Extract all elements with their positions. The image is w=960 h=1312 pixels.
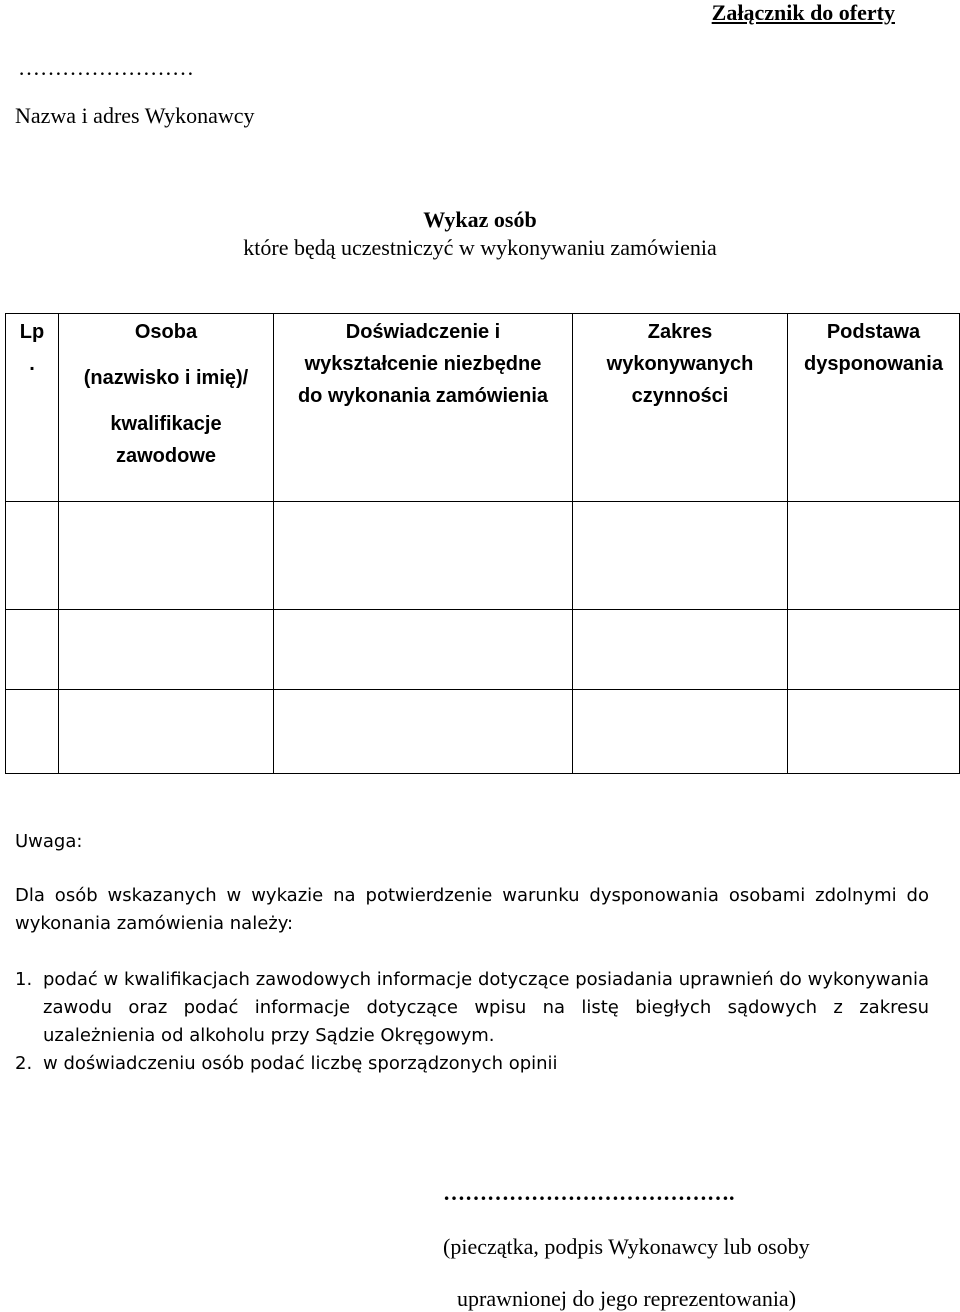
table-cell[interactable]	[274, 502, 573, 610]
list-item-number: 2.	[15, 1053, 33, 1074]
list-item-text: podać w kwalifikacjach zawodowych informacje dotyczące posiadania uprawnień do wykonywania zawodu oraz podać informacje dotyczące wpisu na listę biegłych sądowych z zakresu uzależnienia od alkoholu przy Sądzie Okręgowym.	[43, 969, 929, 1046]
header-osoba-line2: (nazwisko i imię)/	[83, 367, 249, 389]
table-row	[6, 610, 960, 690]
persons-table	[5, 313, 960, 774]
table-cell[interactable]	[59, 502, 274, 610]
header-osoba-line4: zawodowe	[115, 445, 216, 467]
contractor-name-label: Nazwa i adres Wykonawcy	[15, 103, 255, 128]
note-paragraph: Dla osób wskazanych w wykazie na potwierdzenie warunku dysponowania osobami zdolnymi do wykonania zamówienia należy:	[15, 885, 929, 934]
table-cell[interactable]	[573, 690, 788, 774]
table-cell[interactable]	[788, 502, 960, 610]
note-heading: Uwaga:	[15, 831, 83, 852]
annex-label: Załącznik do oferty	[711, 0, 895, 25]
header-doswiadczenie-line3: do wykonania zamówienia	[297, 385, 549, 407]
list-item-number: 1.	[15, 969, 33, 990]
table-cell[interactable]	[573, 502, 788, 610]
table-cell[interactable]	[6, 690, 59, 774]
signature-caption-line1: (pieczątka, podpis Wykonawcy lub osoby	[443, 1234, 810, 1259]
table-cell[interactable]	[573, 610, 788, 690]
header-lp-line2: .	[29, 353, 35, 375]
table-cell[interactable]	[6, 502, 59, 610]
header-zakres-line1: Zakres	[647, 321, 713, 343]
document-title: Wykaz osób	[423, 207, 537, 232]
document-subtitle: które będą uczestniczyć w wykonywaniu zamówienia	[243, 235, 717, 260]
header-podstawa-line1: Podstawa	[826, 321, 921, 343]
table-row	[6, 690, 960, 774]
signature-caption-line2: uprawnionej do jego reprezentowania)	[457, 1286, 797, 1311]
table-cell[interactable]	[274, 690, 573, 774]
table-header-row	[6, 314, 960, 502]
table-row	[6, 502, 960, 610]
table-cell[interactable]	[274, 610, 573, 690]
header-lp	[6, 314, 59, 502]
table-cell[interactable]	[6, 610, 59, 690]
header-podstawa	[788, 314, 960, 502]
header-osoba	[59, 314, 274, 502]
note-list	[15, 966, 929, 1078]
signature-dots: ………………………………….	[443, 1180, 735, 1205]
header-zakres	[573, 314, 788, 502]
header-osoba-line1: Osoba	[134, 321, 198, 343]
header-lp-line1: Lp	[19, 321, 45, 343]
table-cell[interactable]	[59, 690, 274, 774]
header-doswiadczenie-line2: wykształcenie niezbędne	[304, 353, 542, 375]
list-item	[15, 1050, 929, 1078]
table-cell[interactable]	[788, 690, 960, 774]
table-cell[interactable]	[788, 610, 960, 690]
contractor-dots: ……………………	[18, 55, 194, 80]
header-zakres-line3: czynności	[631, 385, 729, 407]
list-item-text: w doświadczeniu osób podać liczbę sporządzonych opinii	[43, 1053, 558, 1074]
table-cell[interactable]	[59, 610, 274, 690]
header-doswiadczenie-line1: Doświadczenie i	[345, 321, 501, 343]
header-zakres-line2: wykonywanych	[606, 353, 754, 375]
header-podstawa-line2: dysponowania	[804, 353, 943, 375]
list-item	[15, 966, 929, 1050]
header-osoba-line3: kwalifikacje	[110, 413, 222, 435]
header-doswiadczenie	[274, 314, 573, 502]
